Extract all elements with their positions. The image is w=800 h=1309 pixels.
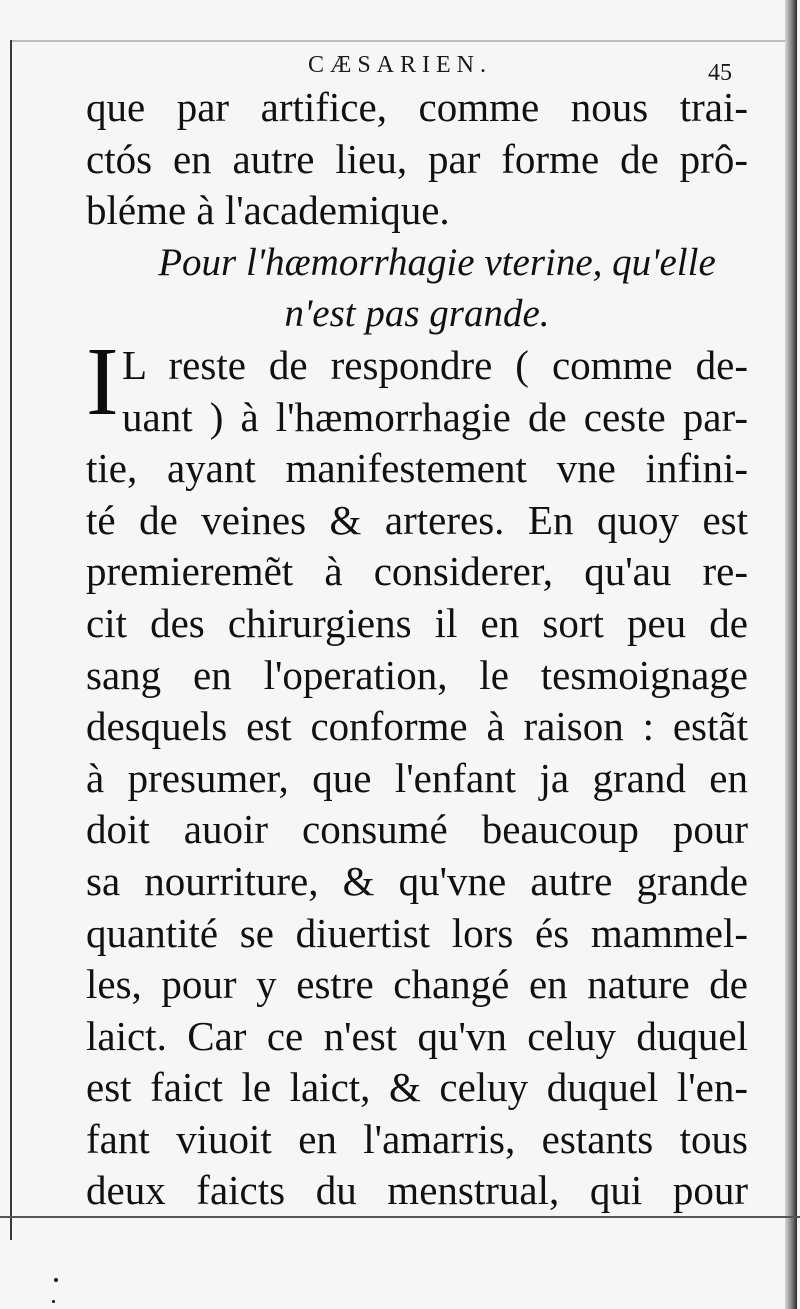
text-line: laict. Car ce n'est qu'vn celuy duquel [86,1012,748,1059]
body-text [86,82,748,1217]
text-line: sang en l'operation, le tesmoignage [86,651,748,698]
ink-speck [52,1300,55,1303]
text-line: ctós en autre lieu, par forme de prô- [86,135,748,182]
section-heading: n'est pas grande. [284,292,550,336]
text-line: L reste de respondre ( comme de- [122,341,748,388]
text-line: desquels est conforme à raison : estãt [86,703,748,750]
text-line: deux faicts du menstrual, qui pour [86,1167,748,1214]
text-line: doit auoir consumé beaucoup pour [86,806,748,853]
text-line: cit des chirurgiens il en sort peu de [86,599,748,646]
section-heading: Pour l'hæmorrhagie vterine, qu'elle [158,240,716,284]
text-line: sa nourriture, & qu'vne autre grande [86,857,748,904]
text-line: bléme à l'academique. [86,187,450,234]
text-line: que par artifice, comme nous trai- [86,84,748,130]
text-line: premieremẽt à considerer, qu'au re- [86,548,748,595]
drop-cap: I [86,328,119,436]
page-edge-right [785,0,797,1309]
ink-speck [54,1278,58,1282]
text-line: les, pour y estre changé en nature de [86,961,748,1008]
text-line: té de veines & arteres. En quoy est [86,496,748,543]
text-line: tie, ayant manifestement vne infini- [86,445,748,492]
text-line: fant viuoit en l'amarris, estants tous [86,1115,748,1162]
page-edge-top [10,40,790,42]
text-line: est faict le laict, & celuy duquel l'en- [86,1064,748,1111]
page-edge-left [10,40,12,1240]
text-line: uant ) à l'hæmorrhagie de ceste par- [122,393,748,440]
page-number: 45 [708,60,732,86]
text-line: à presumer, que l'enfant ja grand en [86,754,748,801]
text-line: quantité se diuertist lors és mammel- [86,909,748,956]
running-head: CÆSARIEN. [307,52,493,78]
